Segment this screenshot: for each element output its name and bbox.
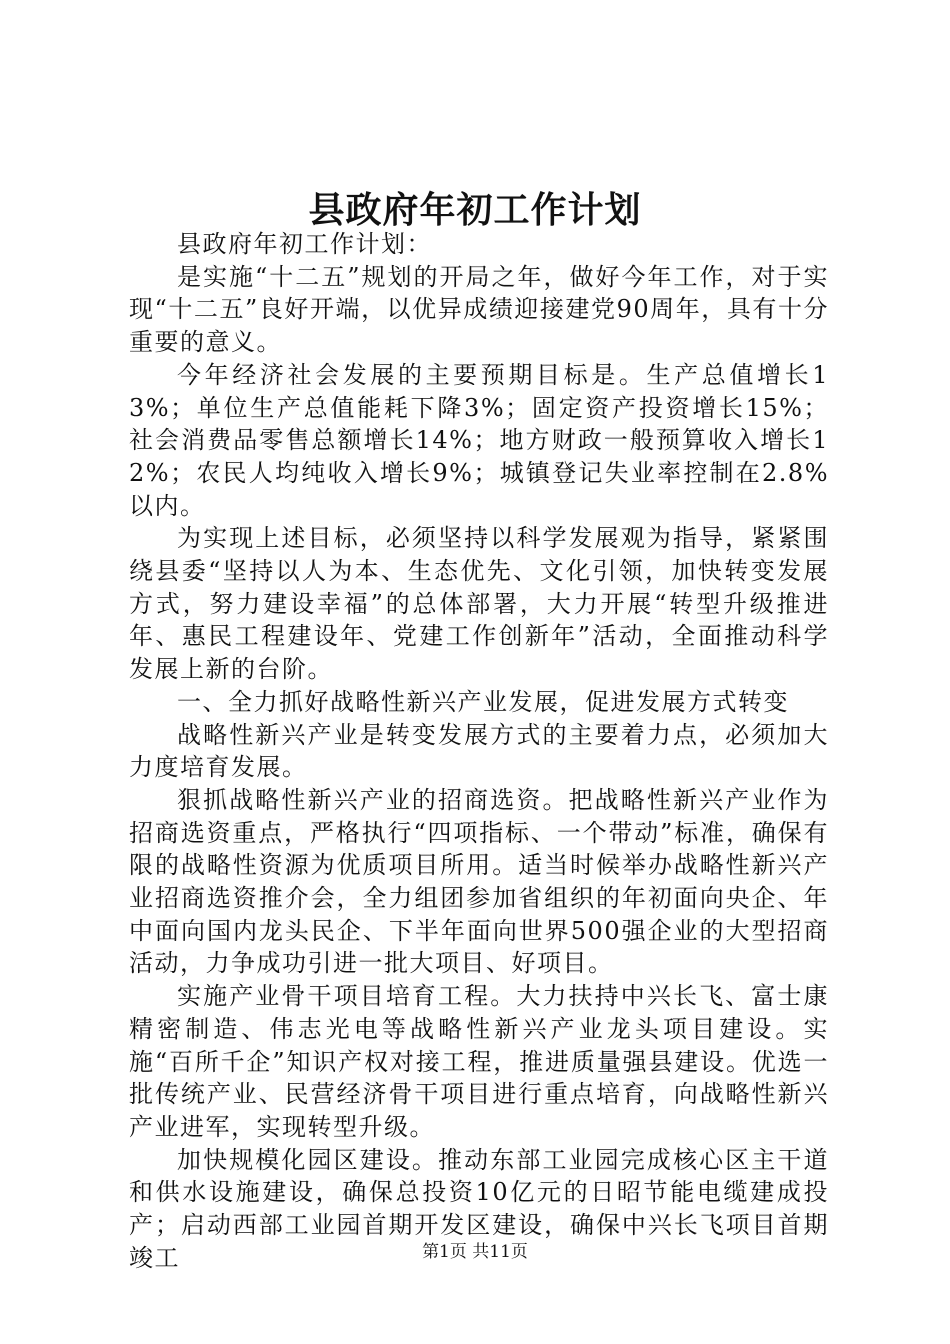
paragraph-guidance: 为实现上述目标，必须坚持以科学发展观为指导，紧紧围绕县委“坚持以人为本、生态优先、文化引领，加快转变发展方式，努力建设幸福”的总体部署，大力开展“转型升级推进年、惠民工程建设年、党建工作创新年”活动，全面推动科学发展上新的台阶。 [129, 524, 829, 684]
paragraph-significance: 是实施“十二五”规划的开局之年，做好今年工作，对于实现“十二五”良好开端，以优异成绩迎接建党90周年，具有十分重要的意义。 [129, 262, 829, 357]
document-title: 县政府年初工作计划 [308, 189, 642, 231]
paragraph-targets: 今年经济社会发展的主要预期目标是。生产总值增长13%；单位生产总值能耗下降3%；固定资产投资增长15%；社会消费品零售总额增长14%；地方财政一般预算收入增长12%；农民人均纯收入增长9%；城镇登记失业率控制在2.8%以内。 [129, 360, 829, 520]
paragraph-intro-label: 县政府年初工作计划： [177, 230, 432, 258]
paragraph-industrial-parks: 加快规模化园区建设。推动东部工业园完成核心区主干道和供水设施建设，确保总投资10亿元的日昭节能电缆建成投产；启动西部工业园首期开发区建设，确保中兴长飞项目首期竣工 [129, 1145, 829, 1272]
page-number-footer: 第1页 共11页 [422, 1242, 528, 1262]
paragraph-investment: 狠抓战略性新兴产业的招商选资。把战略性新兴产业作为招商选资重点，严格执行“四项指标、一个带动”标准，确保有限的战略性资源为优质项目所用。适当时候举办战略性新兴产业招商选资推介会，全力组团参加省组织的年初面向央企、年中面向国内龙头民企、下半年面向世界500强企业的大型招商活动，力争成功引进一批大项目、好项目。 [129, 785, 829, 978]
paragraph-emerging-industry: 战略性新兴产业是转变发展方式的主要着力点，必须加大力度培育发展。 [129, 720, 829, 782]
paragraph-key-projects: 实施产业骨干项目培育工程。大力扶持中兴长飞、富士康精密制造、伟志光电等战略性新兴产业龙头项目建设。实施“百所千企”知识产权对接工程，推进质量强县建设。优选一批传统产业、民营经济骨干项目进行重点培育，向战略性新兴产业进军，实现转型升级。 [129, 982, 829, 1141]
document-body [129, 228, 829, 1275]
section-heading-1: 一、全力抓好战略性新兴产业发展，促进发展方式转变 [177, 687, 789, 716]
